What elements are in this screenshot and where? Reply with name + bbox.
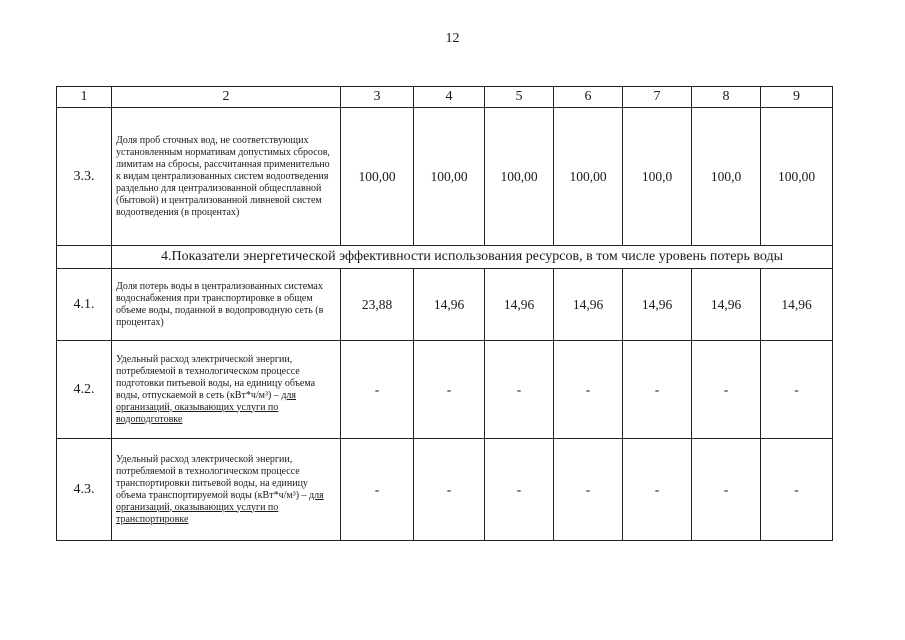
value-cell: 100,00 <box>485 108 554 246</box>
value-cell: - <box>761 341 833 439</box>
row-number: 4.2. <box>57 341 112 439</box>
section-title: 4.Показатели энергетической эффективности использования ресурсов, в том числе уровень потерь воды <box>112 246 833 269</box>
table-row <box>57 341 833 439</box>
value-cell: - <box>692 439 761 541</box>
value-cell: - <box>761 439 833 541</box>
header-cell: 7 <box>623 87 692 108</box>
description-text: Удельный расход электрической энергии, потребляемой в технологическом процессе транспортировки питьевой воды, на единицу объема транспортируемой воды (кВт*ч/м³) – <box>116 453 310 501</box>
value-cell: 14,96 <box>414 269 485 341</box>
indicators-table <box>56 86 833 541</box>
value-cell: - <box>623 341 692 439</box>
value-cell: 100,00 <box>341 108 414 246</box>
value-cell: 14,96 <box>554 269 623 341</box>
value-cell: 100,00 <box>761 108 833 246</box>
value-cell: - <box>485 439 554 541</box>
value-cell: - <box>341 341 414 439</box>
value-cell: - <box>485 341 554 439</box>
header-cell: 2 <box>112 87 341 108</box>
value-cell: 100,00 <box>554 108 623 246</box>
value-cell: 14,96 <box>692 269 761 341</box>
value-cell: - <box>414 439 485 541</box>
row-number: 4.1. <box>57 269 112 341</box>
header-cell: 6 <box>554 87 623 108</box>
value-cell: 14,96 <box>623 269 692 341</box>
page-number: 12 <box>445 31 460 46</box>
value-cell: 100,00 <box>414 108 485 246</box>
value-cell: - <box>554 341 623 439</box>
row-description <box>112 439 341 541</box>
value-cell: 23,88 <box>341 269 414 341</box>
value-cell: 100,0 <box>623 108 692 246</box>
value-cell: - <box>623 439 692 541</box>
value-cell: 14,96 <box>761 269 833 341</box>
row-description: Доля проб сточных вод, не соответствующих установленным нормативам допустимых сбросов, лимитам на сбросы, рассчитанная применительно к видам централизованных систем водоотведения раздельно для централизованной общесплавной (бытовой) и централизованной ливневой систем водоотведения (в процентах) <box>112 108 341 246</box>
row-description: Доля потерь воды в централизованных системах водоснабжения при транспортировке в общем объеме воды, поданной в водопроводную сеть (в процентах) <box>112 269 341 341</box>
row-description <box>112 341 341 439</box>
value-cell: 14,96 <box>485 269 554 341</box>
header-cell: 5 <box>485 87 554 108</box>
header-cell: 9 <box>761 87 833 108</box>
value-cell: - <box>692 341 761 439</box>
header-cell: 4 <box>414 87 485 108</box>
value-cell: - <box>554 439 623 541</box>
value-cell: 100,0 <box>692 108 761 246</box>
table-row <box>57 269 833 341</box>
value-cell: - <box>414 341 485 439</box>
description-underlined: для организаций, оказывающих услуги по водоподготовке <box>116 389 296 425</box>
section-row <box>57 246 833 269</box>
header-cell: 3 <box>341 87 414 108</box>
value-cell: - <box>341 439 414 541</box>
description-underlined: для организаций, оказывающих услуги по транспортировке <box>116 489 324 525</box>
header-cell: 8 <box>692 87 761 108</box>
header-cell: 1 <box>57 87 112 108</box>
description-text: Удельный расход электрической энергии, потребляемой в технологическом процессе подготовки питьевой воды, на единицу объема воды, отпускаемой в сеть (кВт*ч/м³) – <box>116 353 316 401</box>
table-row <box>57 108 833 246</box>
table-header-row <box>57 87 833 108</box>
row-number: 4.3. <box>57 439 112 541</box>
table-row <box>57 439 833 541</box>
row-number: 3.3. <box>57 108 112 246</box>
